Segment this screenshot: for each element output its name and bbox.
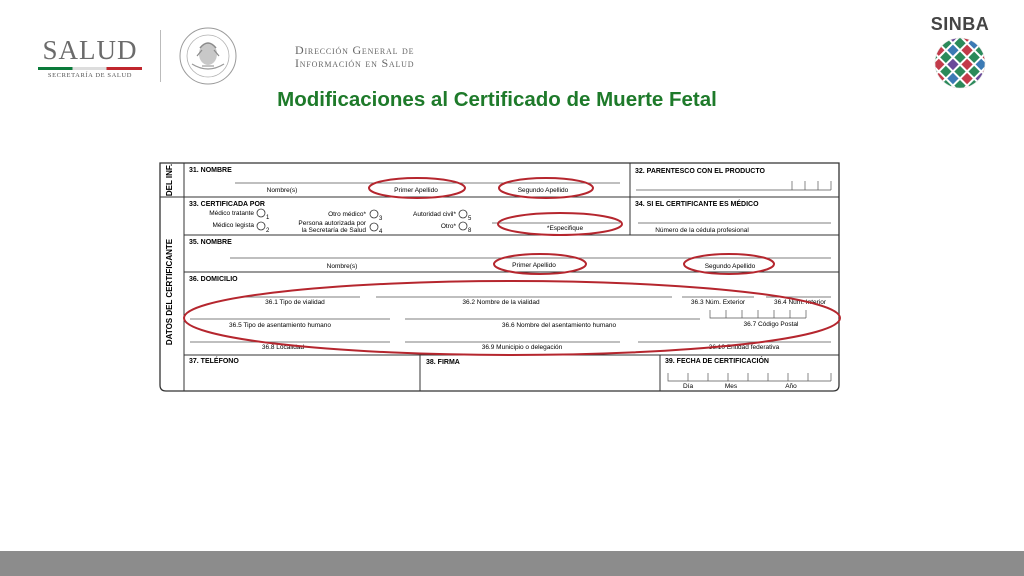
field-35-segundo-apellido: Segundo Apellido [704, 263, 756, 270]
radio-opt4[interactable] [370, 223, 378, 231]
field-36-10: 36.10 Entidad federativa [708, 344, 780, 351]
field-31-label: 31. NOMBRE [189, 167, 232, 174]
field-36-7: 36.7 Código Postal [743, 321, 799, 328]
radio-opt5[interactable] [459, 210, 467, 218]
field-31-nombres: Nombre(s) [266, 187, 298, 194]
field-33-num8: 8 [468, 228, 472, 234]
field-36-label: 36. DOMICILIO [189, 276, 238, 283]
field-34-cedula: Número de la cédula profesional [655, 227, 749, 234]
footer-bar [0, 551, 1024, 576]
field-39-label: 39. FECHA DE CERTIFICACIÓN [665, 358, 769, 365]
field-35-label: 35. NOMBRE [189, 239, 232, 246]
field-36-5: 36.5 Tipo de asentamiento humano [229, 322, 331, 329]
radio-opt3[interactable] [370, 210, 378, 218]
field-31-primer-apellido: Primer Apellido [394, 187, 438, 194]
field-36-9: 36.9 Municipio o delegación [481, 344, 563, 351]
side-label-top: DEL INF. [165, 163, 174, 197]
field-39-mes: Mes [724, 383, 738, 390]
radio-opt1[interactable] [257, 209, 265, 217]
dgis-line1: Dirección General de [295, 43, 415, 57]
field-33-opt5: Autoridad civil* [413, 211, 456, 218]
field-32-label: 32. PARENTESCO CON EL PRODUCTO [635, 168, 765, 175]
field-36-3: 36.3 Núm. Exterior [690, 299, 746, 306]
field-35-nombres: Nombre(s) [326, 263, 358, 270]
field-33-num3: 3 [379, 216, 383, 222]
field-33-opt2: Médico legista [212, 222, 254, 229]
salud-logo-subtitle: SECRETARÍA DE SALUD [47, 72, 133, 79]
field-37-label: 37. TELÉFONO [189, 358, 239, 365]
salud-logo-word: SALUD [42, 35, 138, 65]
field-33-num2: 2 [266, 228, 270, 234]
field-33-opt4-line2: la Secretaría de Salud [301, 227, 366, 234]
field-38-label: 38. FIRMA [426, 359, 460, 366]
field-33-especifique: *Especifique [546, 225, 584, 232]
side-label-bottom: DATOS DEL CERTIFICANTE [165, 238, 174, 346]
field-36-6: 36.6 Nombre del asentamiento humano [501, 322, 617, 329]
field-33-num4: 4 [379, 229, 383, 235]
radio-opt8[interactable] [459, 222, 467, 230]
field-33-opt3: Otro médico* [328, 211, 366, 218]
field-31-segundo-apellido: Segundo Apellido [517, 187, 569, 194]
field-35-primer-apellido: Primer Apellido [512, 262, 556, 269]
field-36-8: 36.8 Localidad [261, 344, 305, 351]
field-33-num5: 5 [468, 216, 472, 222]
field-33-opt4-line1: Persona autorizada por [298, 220, 366, 227]
field-33-opt8: Otro* [440, 223, 456, 230]
sinba-logo-word: SINBA [930, 14, 990, 34]
radio-opt2[interactable] [257, 222, 265, 230]
field-33-opt1: Médico tratante [209, 210, 254, 217]
field-33-label: 33. CERTIFICADA POR [189, 201, 265, 208]
field-39-dia: Día [682, 383, 694, 390]
field-36-2: 36.2 Nombre de la vialidad [462, 299, 540, 306]
field-36-1: 36.1 Tipo de vialidad [265, 299, 325, 306]
field-39-anio: Año [785, 383, 797, 390]
postal-code-boxes [710, 310, 806, 318]
field-33-num1: 1 [266, 215, 270, 221]
dgis-line2: Información en Salud [295, 56, 415, 70]
slide-title: Modificaciones al Certificado de Muerte Fetal [277, 88, 717, 111]
field-34-label: 34. SI EL CERTIFICANTE ES MÉDICO [635, 201, 759, 208]
field-36-4: 36.4 Núm. Interior [773, 299, 827, 306]
date-boxes [668, 373, 831, 381]
